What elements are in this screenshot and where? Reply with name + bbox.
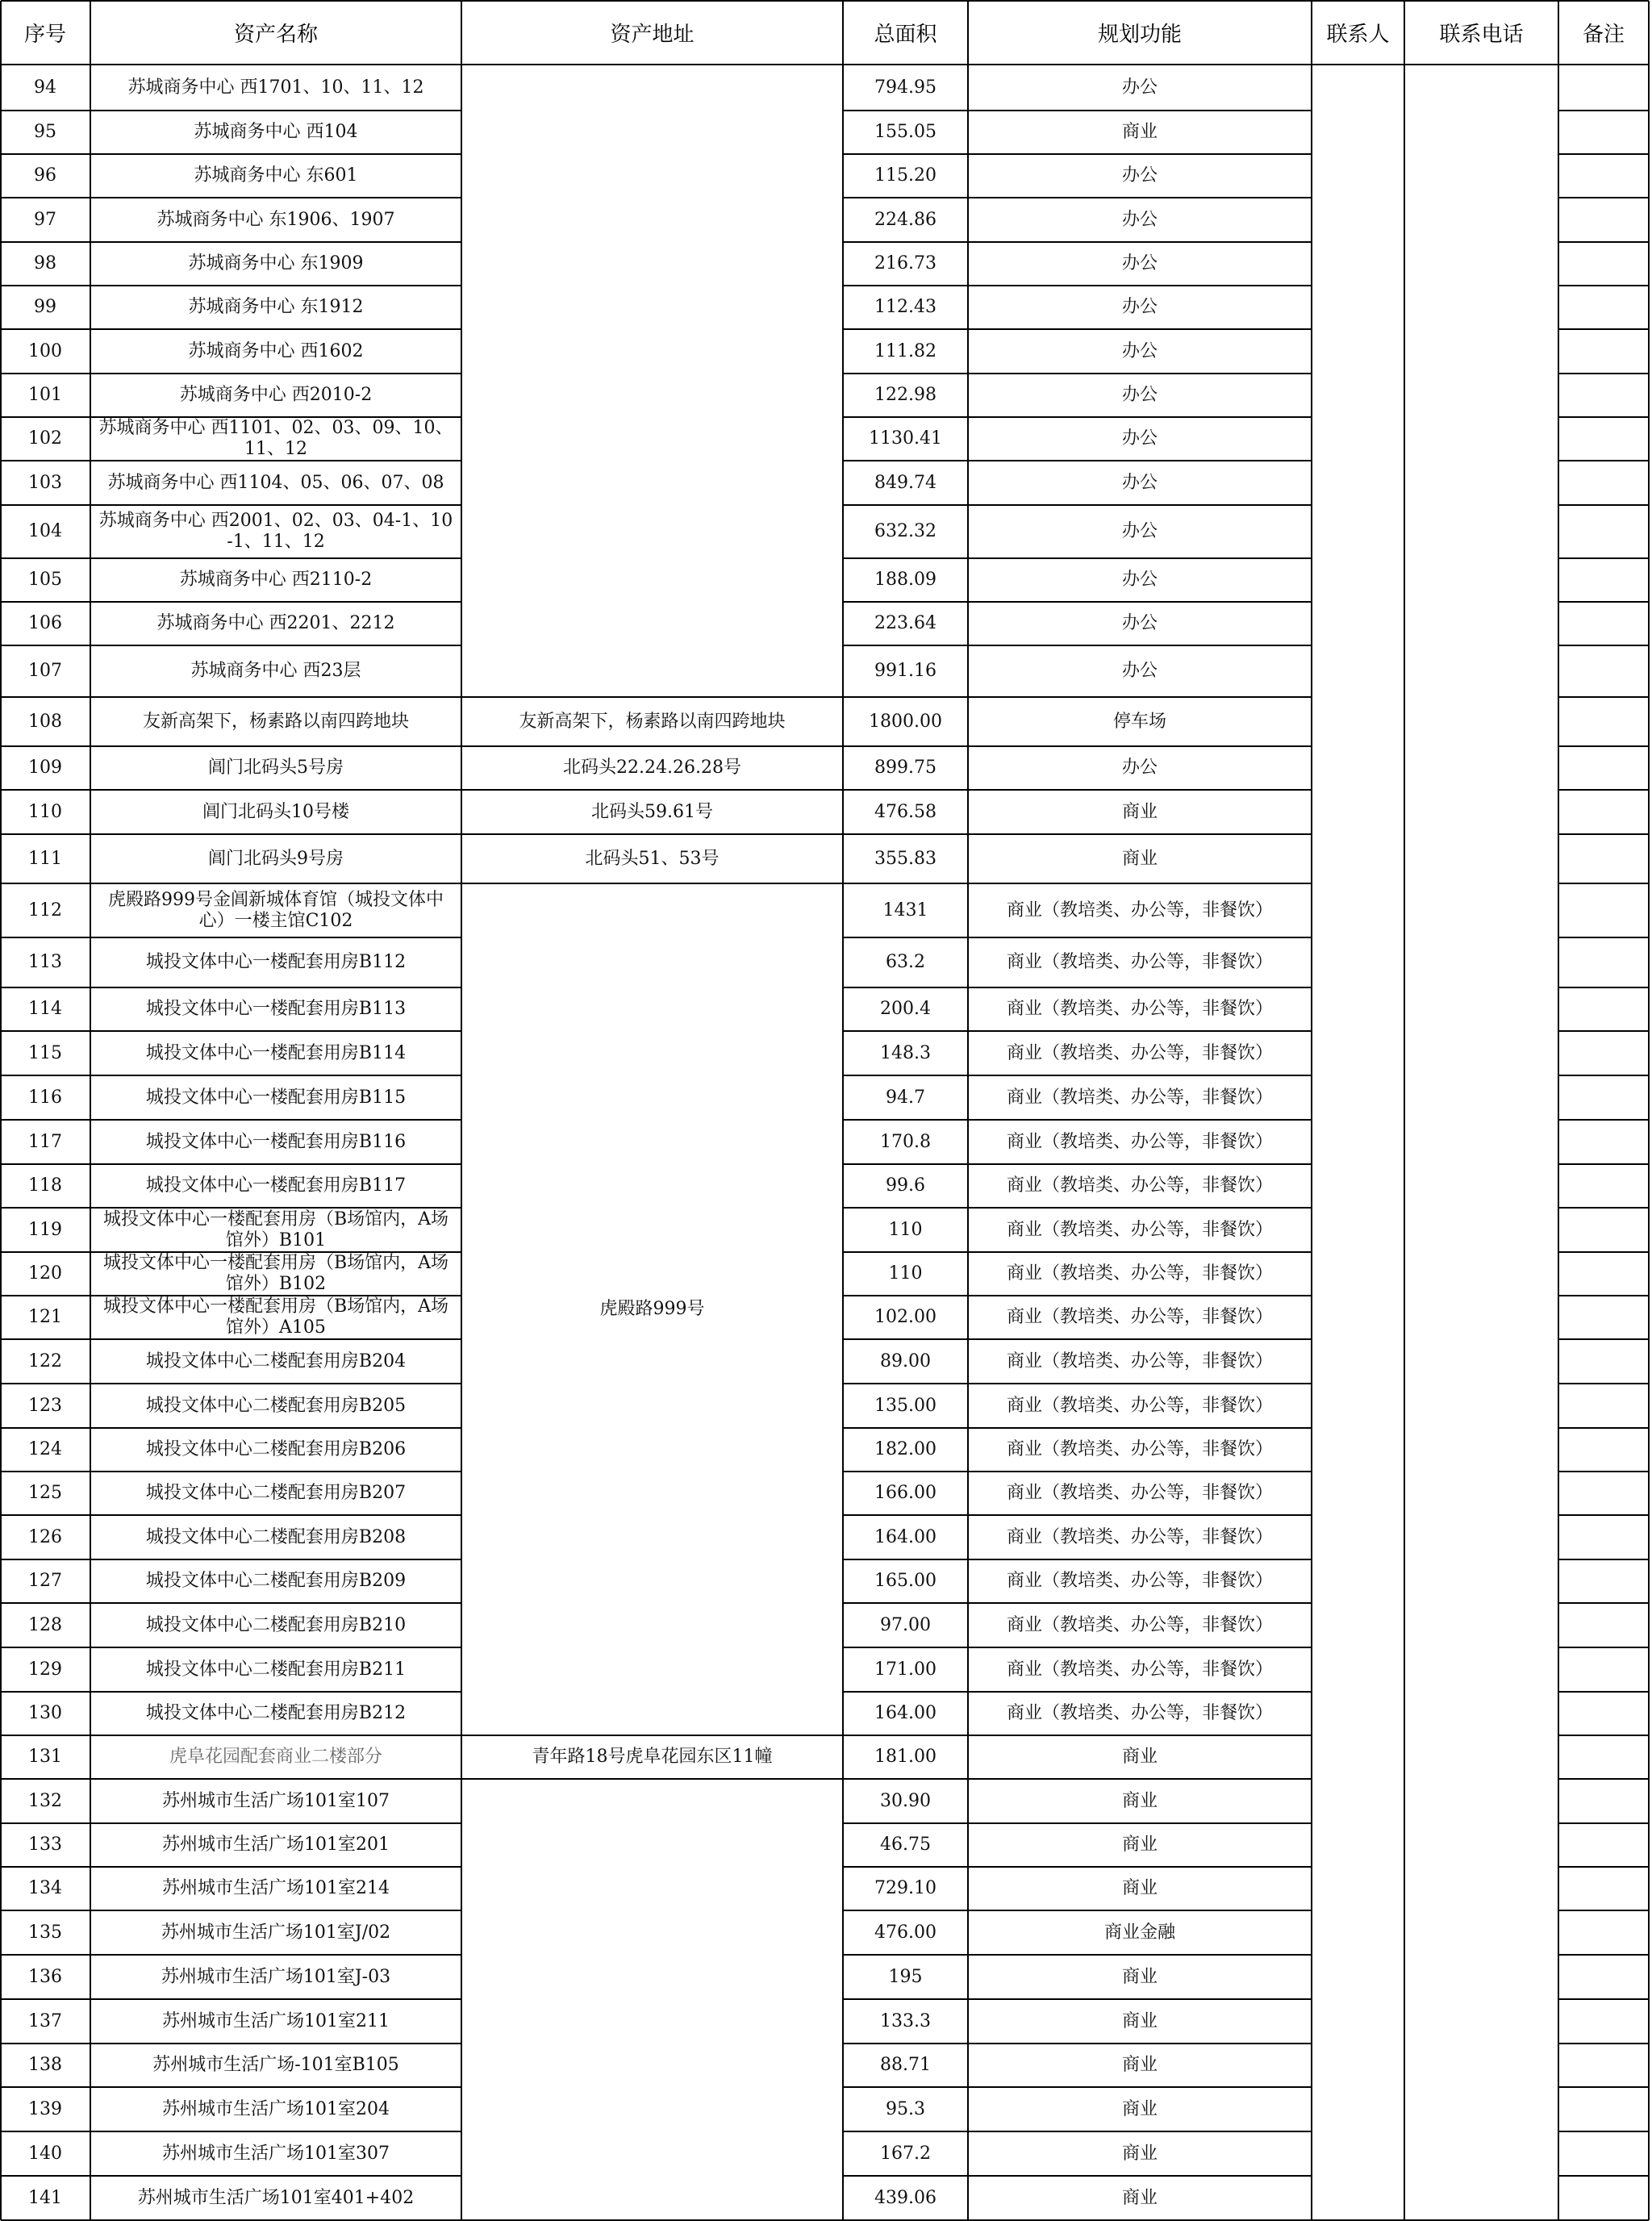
row-planned-function: 办公 bbox=[1121, 165, 1158, 186]
row-planned-function: 商业 bbox=[1121, 2010, 1158, 2031]
row-seq: 119 bbox=[28, 1219, 62, 1240]
row-seq: 134 bbox=[28, 1878, 62, 1898]
row-seq: 126 bbox=[28, 1526, 62, 1547]
row-seq: 132 bbox=[28, 1790, 62, 1811]
header-seq: 序号 bbox=[23, 22, 66, 47]
row-planned-function: 停车场 bbox=[1112, 711, 1166, 732]
row-total-area: 112.43 bbox=[874, 297, 937, 317]
row-planned-function: 商业（教培类、办公等，非餐饮） bbox=[1006, 1087, 1273, 1108]
row-planned-function: 商业（教培类、办公等，非餐饮） bbox=[1006, 1571, 1273, 1591]
row-planned-function: 商业 bbox=[1121, 2055, 1158, 2075]
row-seq: 95 bbox=[34, 122, 56, 142]
row-total-area: 133.3 bbox=[880, 2010, 931, 2031]
row-asset-address bbox=[461, 1779, 843, 2220]
row-planned-function: 办公 bbox=[1121, 77, 1158, 98]
row-planned-function: 商业 bbox=[1121, 2098, 1158, 2119]
row-planned-function: 商业（教培类、办公等，非餐饮） bbox=[1006, 900, 1273, 921]
row-total-area: 30.90 bbox=[880, 1790, 931, 1811]
header-note: 备注 bbox=[1582, 22, 1625, 47]
row-total-area: 99.6 bbox=[886, 1175, 925, 1196]
row-total-area: 224.86 bbox=[874, 209, 937, 230]
row-total-area: 88.71 bbox=[880, 2055, 931, 2075]
row-seq: 100 bbox=[28, 340, 62, 361]
row-planned-function: 商业（教培类、办公等，非餐饮） bbox=[1006, 1703, 1273, 1723]
row-planned-function: 商业 bbox=[1121, 1790, 1158, 1811]
row-total-area: 439.06 bbox=[874, 2187, 937, 2208]
row-planned-function: 商业（教培类、办公等，非餐饮） bbox=[1006, 1351, 1273, 1371]
row-seq: 135 bbox=[28, 1922, 62, 1943]
row-planned-function: 商业（教培类、办公等，非餐饮） bbox=[1006, 1042, 1273, 1063]
row-total-area: 155.05 bbox=[874, 122, 937, 142]
row-asset-name: 苏城商务中心 西1701、10、11、12 bbox=[127, 77, 424, 98]
row-seq: 112 bbox=[28, 900, 62, 921]
row-planned-function: 商业（教培类、办公等，非餐饮） bbox=[1006, 1659, 1273, 1680]
row-asset-name: 城投文体中心一楼配套用房（B场馆内，A场馆外）B102 bbox=[102, 1253, 449, 1294]
row-asset-name: 虎殿路999号金阊新城体育馆（城投文体中心）一楼主馆C102 bbox=[108, 889, 444, 931]
row-seq: 105 bbox=[28, 570, 62, 590]
row-asset-name: 城投文体中心一楼配套用房B117 bbox=[145, 1175, 407, 1196]
row-asset-name: 阊门北码头9号房 bbox=[208, 848, 344, 869]
row-total-area: 729.10 bbox=[874, 1878, 937, 1898]
row-asset-name: 苏城商务中心 西2001、02、03、04-1、10-1、11、12 bbox=[98, 511, 453, 552]
row-planned-function: 商业 bbox=[1121, 1878, 1158, 1898]
header-asset-address: 资产地址 bbox=[610, 22, 695, 47]
header-total-area: 总面积 bbox=[874, 22, 937, 47]
row-planned-function: 商业（教培类、办公等，非餐饮） bbox=[1006, 1395, 1273, 1416]
row-asset-name: 苏城商务中心 东601 bbox=[194, 165, 358, 186]
row-planned-function: 办公 bbox=[1121, 758, 1158, 778]
row-planned-function: 商业 bbox=[1121, 2143, 1158, 2164]
row-asset-address: 北码头51、53号 bbox=[585, 848, 720, 869]
row-asset-name: 城投文体中心一楼配套用房B113 bbox=[145, 999, 407, 1019]
row-total-area: 171.00 bbox=[874, 1659, 937, 1680]
row-total-area: 97.00 bbox=[880, 1614, 931, 1635]
row-total-area: 115.20 bbox=[874, 165, 937, 186]
row-asset-name: 苏城商务中心 西23层 bbox=[190, 661, 361, 681]
row-seq: 97 bbox=[34, 209, 56, 230]
row-total-area: 188.09 bbox=[874, 570, 937, 590]
row-seq: 123 bbox=[28, 1395, 62, 1416]
row-planned-function: 办公 bbox=[1121, 570, 1158, 590]
row-total-area: 63.2 bbox=[886, 952, 925, 972]
row-seq: 101 bbox=[28, 385, 62, 405]
row-planned-function: 商业 bbox=[1121, 2187, 1158, 2208]
row-asset-name: 城投文体中心一楼配套用房B116 bbox=[145, 1131, 407, 1152]
row-planned-function: 办公 bbox=[1121, 613, 1158, 633]
row-planned-function: 办公 bbox=[1121, 428, 1158, 449]
row-total-area: 102.00 bbox=[874, 1307, 937, 1327]
row-asset-name: 城投文体中心一楼配套用房B115 bbox=[145, 1087, 407, 1108]
row-seq: 94 bbox=[34, 77, 56, 98]
row-asset-name: 苏州城市生活广场101室204 bbox=[162, 2098, 390, 2119]
row-asset-name: 苏城商务中心 西1104、05、06、07、08 bbox=[107, 472, 444, 493]
row-asset-name: 苏城商务中心 西1101、02、03、09、10、11、12 bbox=[98, 418, 453, 459]
row-total-area: 794.95 bbox=[874, 77, 937, 98]
row-seq: 114 bbox=[28, 999, 62, 1019]
row-planned-function: 商业 bbox=[1121, 122, 1158, 142]
header-phone: 联系电话 bbox=[1439, 22, 1524, 47]
row-seq: 141 bbox=[28, 2187, 62, 2208]
row-planned-function: 商业 bbox=[1121, 801, 1158, 822]
row-asset-name: 城投文体中心二楼配套用房B204 bbox=[145, 1351, 407, 1371]
row-total-area: 170.8 bbox=[880, 1131, 931, 1152]
row-planned-function: 商业（教培类、办公等，非餐饮） bbox=[1006, 1131, 1273, 1152]
row-seq: 103 bbox=[28, 472, 62, 493]
row-seq: 137 bbox=[28, 2010, 62, 2031]
row-asset-address: 虎殿路999号 bbox=[599, 1299, 705, 1319]
row-asset-name: 阊门北码头10号楼 bbox=[202, 801, 349, 822]
row-total-area: 1130.41 bbox=[869, 428, 942, 449]
row-total-area: 1431 bbox=[882, 900, 928, 921]
row-planned-function: 办公 bbox=[1121, 297, 1158, 317]
row-total-area: 355.83 bbox=[874, 848, 937, 869]
row-seq: 110 bbox=[28, 801, 62, 822]
row-seq: 118 bbox=[28, 1175, 62, 1196]
row-seq: 109 bbox=[28, 758, 62, 778]
row-planned-function: 办公 bbox=[1121, 385, 1158, 405]
row-seq: 131 bbox=[28, 1747, 62, 1767]
row-total-area: 164.00 bbox=[874, 1703, 937, 1723]
row-asset-name: 虎阜花园配套商业二楼部分 bbox=[169, 1747, 382, 1767]
row-total-area: 195 bbox=[888, 1966, 923, 1987]
row-seq: 124 bbox=[28, 1439, 62, 1459]
row-seq: 115 bbox=[28, 1042, 62, 1063]
row-seq: 129 bbox=[28, 1659, 62, 1680]
header-contact: 联系人 bbox=[1326, 22, 1390, 47]
row-total-area: 181.00 bbox=[874, 1747, 937, 1767]
row-planned-function: 办公 bbox=[1121, 661, 1158, 681]
row-asset-name: 苏州城市生活广场101室201 bbox=[162, 1835, 390, 1855]
row-seq: 138 bbox=[28, 2055, 62, 2075]
row-planned-function: 商业 bbox=[1121, 1747, 1158, 1767]
row-total-area: 167.2 bbox=[880, 2143, 931, 2164]
row-seq: 98 bbox=[34, 253, 56, 273]
row-total-area: 95.3 bbox=[886, 2098, 925, 2119]
row-total-area: 182.00 bbox=[874, 1439, 937, 1459]
row-seq: 121 bbox=[28, 1307, 62, 1327]
row-asset-name: 城投文体中心二楼配套用房B205 bbox=[145, 1395, 407, 1416]
row-seq: 113 bbox=[28, 952, 62, 972]
row-planned-function: 商业（教培类、办公等，非餐饮） bbox=[1006, 952, 1273, 972]
row-seq: 127 bbox=[28, 1571, 62, 1591]
row-total-area: 1800.00 bbox=[869, 711, 942, 732]
row-total-area: 89.00 bbox=[880, 1351, 931, 1371]
row-planned-function: 商业（教培类、办公等，非餐饮） bbox=[1006, 1614, 1273, 1635]
header-planned-function: 规划功能 bbox=[1097, 22, 1182, 47]
row-total-area: 223.64 bbox=[874, 613, 937, 633]
row-asset-name: 城投文体中心一楼配套用房（B场馆内，A场馆外）B101 bbox=[102, 1209, 449, 1250]
row-asset-name: 苏州城市生活广场-101室B105 bbox=[152, 2055, 399, 2075]
row-planned-function: 商业（教培类、办公等，非餐饮） bbox=[1006, 1307, 1273, 1327]
row-asset-name: 苏州城市生活广场101室401+402 bbox=[137, 2187, 415, 2208]
row-planned-function: 商业（教培类、办公等，非餐饮） bbox=[1006, 1219, 1273, 1240]
row-asset-address: 友新高架下，杨素路以南四跨地块 bbox=[519, 711, 786, 732]
row-seq: 120 bbox=[28, 1263, 62, 1284]
row-planned-function: 办公 bbox=[1121, 472, 1158, 493]
row-planned-function: 商业 bbox=[1121, 1835, 1158, 1855]
header-asset-name: 资产名称 bbox=[233, 22, 318, 47]
row-asset-name: 苏州城市生活广场101室J/02 bbox=[161, 1922, 391, 1943]
row-planned-function: 商业（教培类、办公等，非餐饮） bbox=[1006, 1483, 1273, 1503]
row-asset-name: 城投文体中心二楼配套用房B212 bbox=[145, 1703, 407, 1723]
row-asset-name: 城投文体中心一楼配套用房（B场馆内，A场馆外）A105 bbox=[102, 1296, 449, 1338]
row-asset-name: 苏城商务中心 西2110-2 bbox=[179, 570, 373, 590]
row-asset-name: 苏州城市生活广场101室107 bbox=[162, 1790, 390, 1811]
row-asset-name: 苏城商务中心 东1909 bbox=[188, 253, 364, 273]
row-planned-function: 商业 bbox=[1121, 1966, 1158, 1987]
row-seq: 116 bbox=[28, 1087, 62, 1108]
row-asset-name: 苏州城市生活广场101室J-03 bbox=[161, 1966, 391, 1987]
row-total-area: 632.32 bbox=[874, 521, 937, 541]
row-asset-name: 城投文体中心二楼配套用房B211 bbox=[145, 1659, 407, 1680]
row-asset-name: 苏城商务中心 西2010-2 bbox=[179, 385, 373, 405]
row-asset-address: 北码头59.61号 bbox=[591, 801, 713, 822]
row-planned-function: 商业（教培类、办公等，非餐饮） bbox=[1006, 1526, 1273, 1547]
row-total-area: 148.3 bbox=[880, 1042, 931, 1063]
row-total-area: 216.73 bbox=[874, 253, 937, 273]
row-total-area: 476.58 bbox=[874, 801, 937, 822]
row-total-area: 164.00 bbox=[874, 1526, 937, 1547]
row-seq: 122 bbox=[28, 1351, 62, 1371]
row-total-area: 991.16 bbox=[874, 661, 937, 681]
row-total-area: 94.7 bbox=[886, 1087, 925, 1108]
row-planned-function: 商业（教培类、办公等，非餐饮） bbox=[1006, 1263, 1273, 1284]
row-seq: 140 bbox=[28, 2143, 62, 2164]
row-planned-function: 办公 bbox=[1121, 521, 1158, 541]
row-asset-name: 城投文体中心二楼配套用房B207 bbox=[145, 1483, 407, 1503]
row-seq: 102 bbox=[28, 428, 62, 449]
row-seq: 99 bbox=[34, 297, 56, 317]
row-asset-name: 苏城商务中心 西1602 bbox=[188, 340, 364, 361]
row-seq: 128 bbox=[28, 1614, 62, 1635]
row-seq: 139 bbox=[28, 2098, 62, 2119]
row-asset-name: 苏城商务中心 东1906、1907 bbox=[156, 209, 395, 230]
row-total-area: 122.98 bbox=[874, 385, 937, 405]
row-total-area: 166.00 bbox=[874, 1483, 937, 1503]
row-planned-function: 办公 bbox=[1121, 209, 1158, 230]
row-total-area: 476.00 bbox=[874, 1922, 937, 1943]
row-asset-address: 北码头22.24.26.28号 bbox=[563, 758, 741, 778]
row-seq: 96 bbox=[34, 165, 56, 186]
row-seq: 125 bbox=[28, 1483, 62, 1503]
row-planned-function: 商业金融 bbox=[1103, 1922, 1175, 1943]
row-asset-name: 城投文体中心一楼配套用房B114 bbox=[145, 1042, 407, 1063]
row-total-area: 849.74 bbox=[874, 472, 937, 493]
row-planned-function: 商业 bbox=[1121, 848, 1158, 869]
row-planned-function: 商业（教培类、办公等，非餐饮） bbox=[1006, 999, 1273, 1019]
row-total-area: 899.75 bbox=[874, 758, 937, 778]
row-total-area: 110 bbox=[888, 1219, 923, 1240]
row-total-area: 46.75 bbox=[880, 1835, 931, 1855]
row-asset-name: 苏州城市生活广场101室211 bbox=[162, 2010, 390, 2031]
row-total-area: 165.00 bbox=[874, 1571, 937, 1591]
row-planned-function: 办公 bbox=[1121, 340, 1158, 361]
row-asset-name: 阊门北码头5号房 bbox=[208, 758, 344, 778]
row-seq: 111 bbox=[28, 848, 62, 869]
row-seq: 107 bbox=[28, 661, 62, 681]
row-seq: 104 bbox=[28, 521, 62, 541]
row-asset-name: 苏城商务中心 东1912 bbox=[188, 297, 364, 317]
row-total-area: 200.4 bbox=[880, 999, 931, 1019]
row-asset-name: 苏州城市生活广场101室214 bbox=[162, 1878, 390, 1898]
row-seq: 133 bbox=[28, 1835, 62, 1855]
row-asset-name: 城投文体中心二楼配套用房B210 bbox=[145, 1614, 407, 1635]
row-total-area: 135.00 bbox=[874, 1395, 937, 1416]
row-planned-function: 商业（教培类、办公等，非餐饮） bbox=[1006, 1175, 1273, 1196]
row-planned-function: 办公 bbox=[1121, 253, 1158, 273]
row-asset-name: 苏城商务中心 西2201、2212 bbox=[156, 613, 395, 633]
row-asset-name: 友新高架下，杨素路以南四跨地块 bbox=[142, 711, 409, 732]
row-total-area: 110 bbox=[888, 1263, 923, 1284]
row-asset-name: 苏州城市生活广场101室307 bbox=[162, 2143, 390, 2164]
row-asset-address bbox=[461, 65, 843, 697]
row-seq: 136 bbox=[28, 1966, 62, 1987]
row-seq: 117 bbox=[28, 1131, 62, 1152]
row-asset-name: 城投文体中心二楼配套用房B208 bbox=[145, 1526, 407, 1547]
row-total-area: 111.82 bbox=[874, 340, 937, 361]
row-seq: 130 bbox=[28, 1703, 62, 1723]
row-planned-function: 商业（教培类、办公等，非餐饮） bbox=[1006, 1439, 1273, 1459]
row-seq: 106 bbox=[28, 613, 62, 633]
row-asset-address: 青年路18号虎阜花园东区11幢 bbox=[532, 1747, 773, 1767]
row-asset-name: 城投文体中心一楼配套用房B112 bbox=[145, 952, 407, 972]
row-asset-name: 苏城商务中心 西104 bbox=[194, 122, 358, 142]
row-asset-name: 城投文体中心二楼配套用房B206 bbox=[145, 1439, 407, 1459]
row-seq: 108 bbox=[28, 711, 62, 732]
row-asset-name: 城投文体中心二楼配套用房B209 bbox=[145, 1571, 407, 1591]
